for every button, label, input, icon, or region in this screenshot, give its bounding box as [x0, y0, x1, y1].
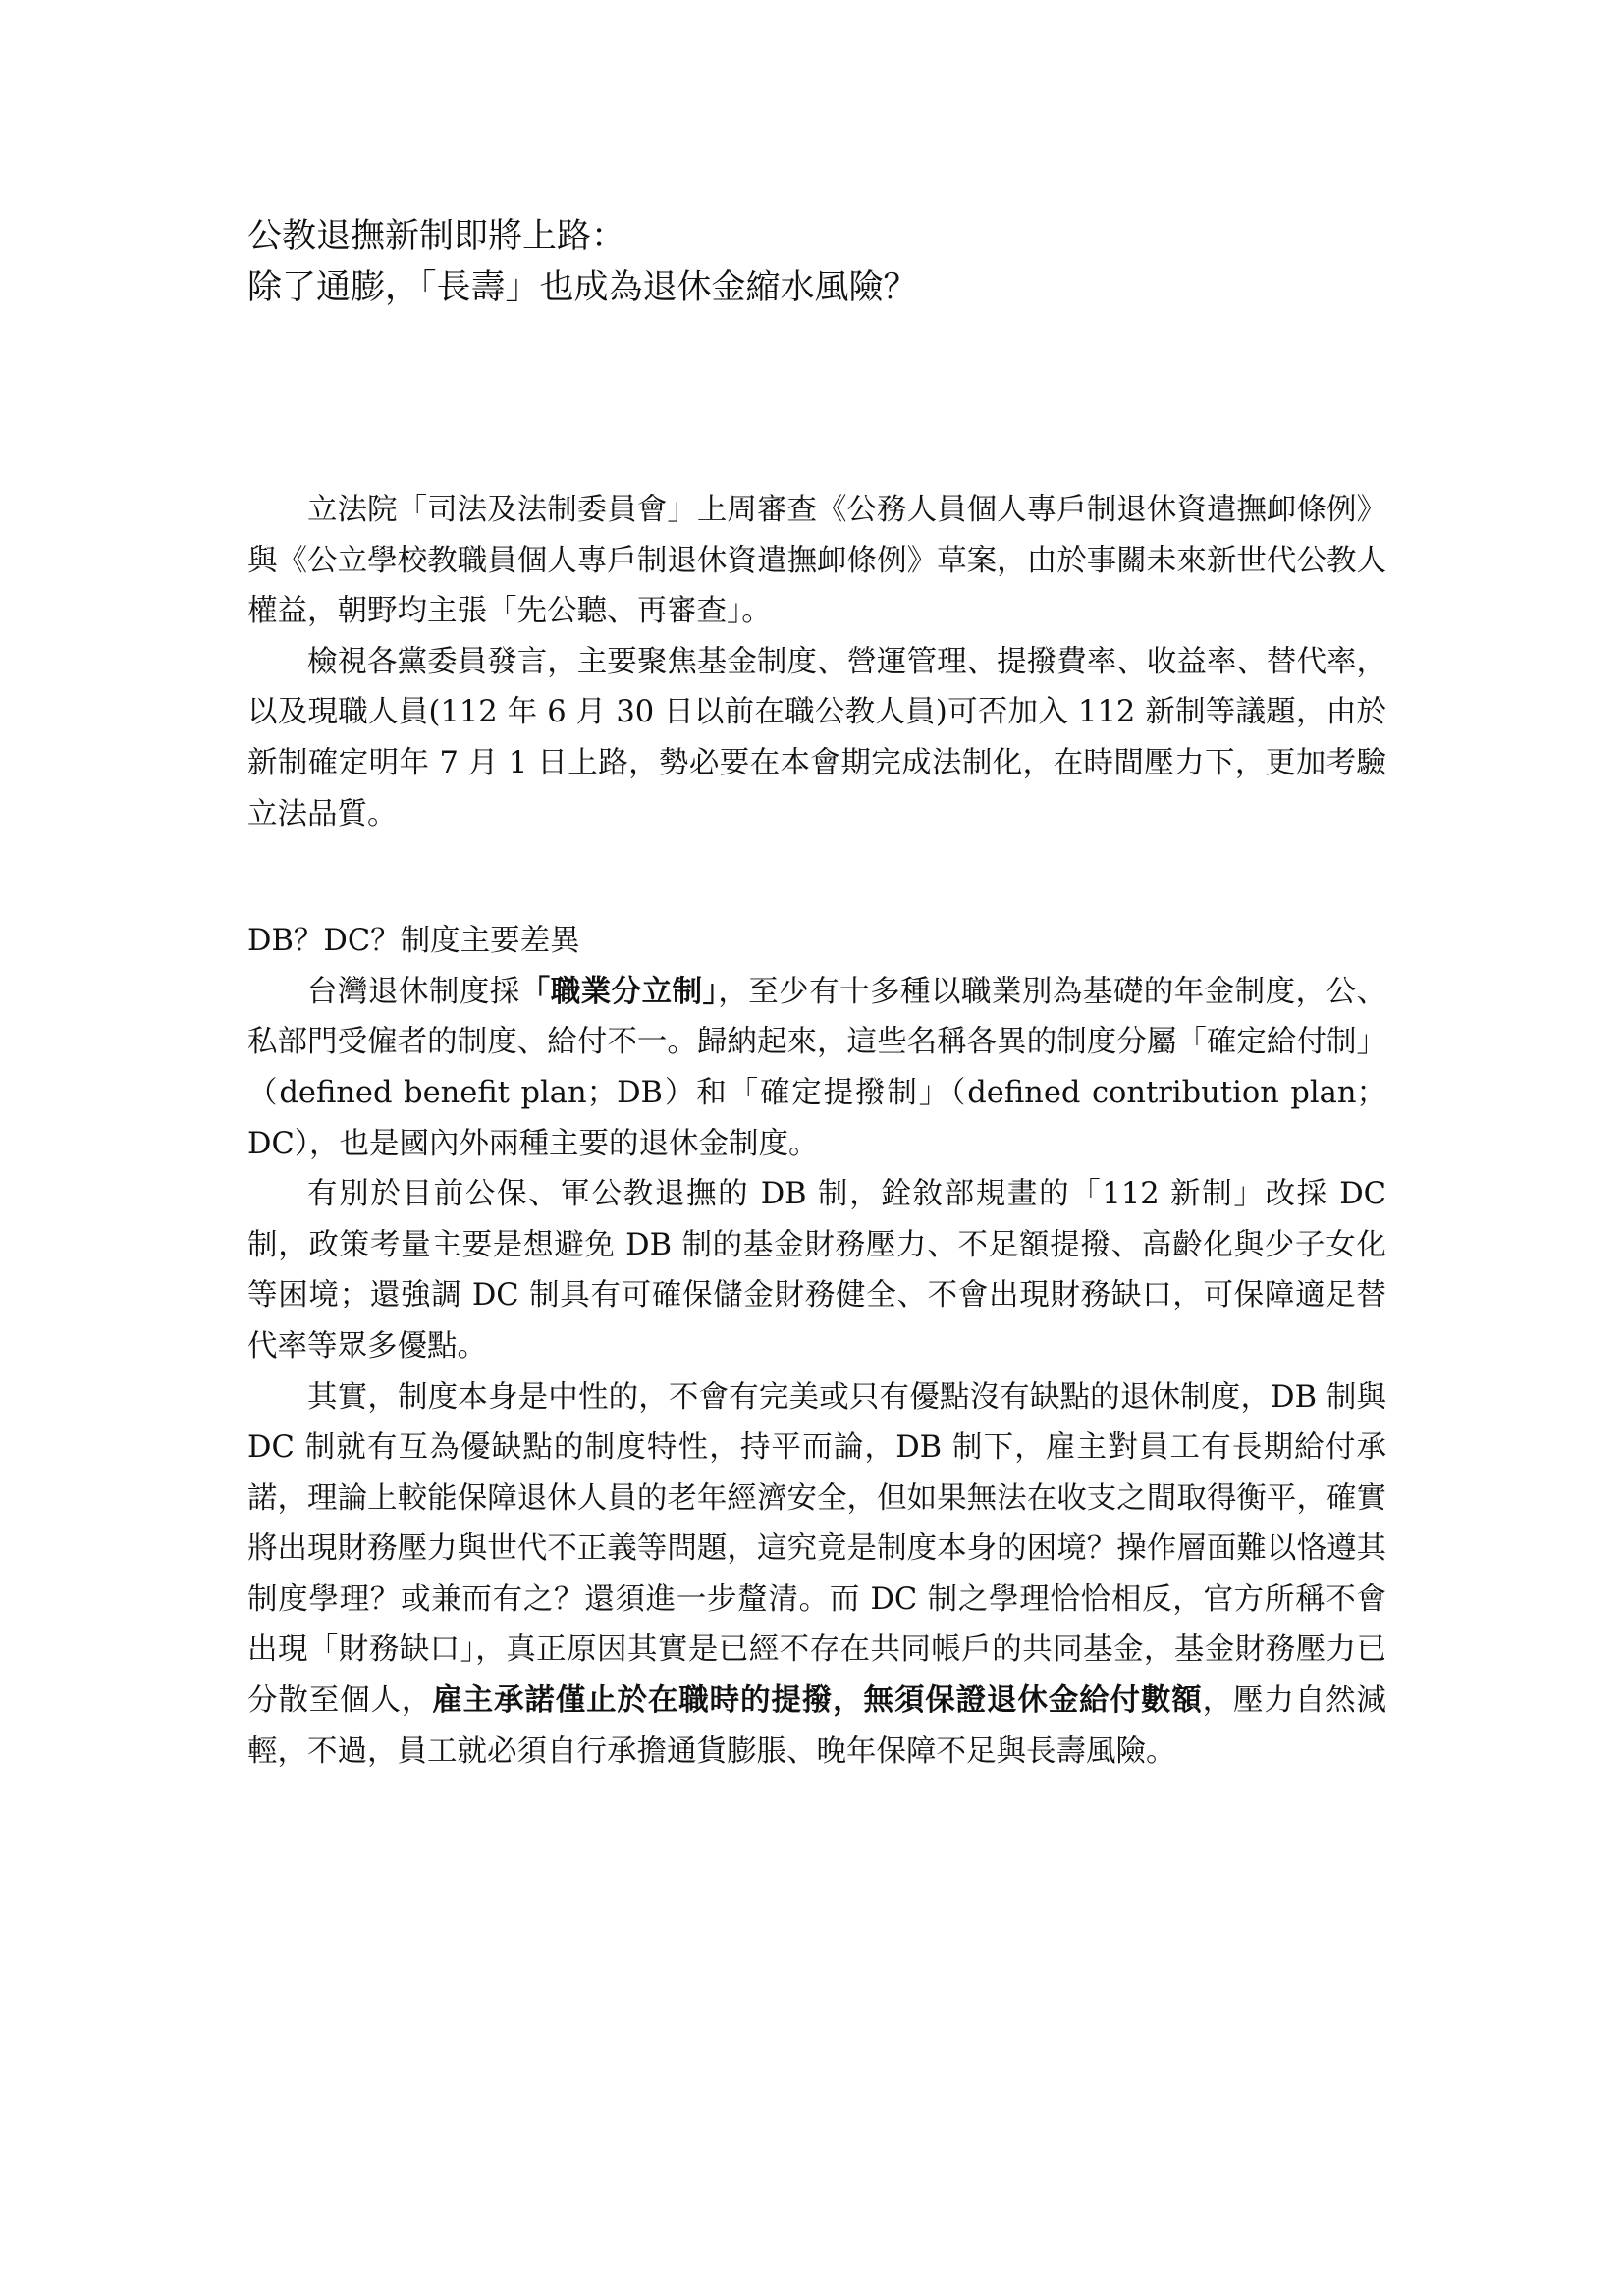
article-title: [247, 211, 1386, 313]
paragraph-5: [247, 1372, 1386, 1778]
section-heading: DB？DC？制度主要差異: [247, 924, 580, 959]
title-line-2: 除了通膨，「長壽」也成為退休金縮水風險？: [247, 268, 918, 307]
paragraph-3: [247, 967, 1386, 1169]
paragraph-5-text-a: 其實，制度本身是中性的，不會有完美或只有優點沒有缺點的退休制度，DB 制與 DC 制就有互為優缺點的制度特性，持平而論，DB 制下，雇主對員工有長期給付承諾，理論上較能保障退休人員的老年經濟安全，但如果無法在收支之間取得衡平，確實將出現財務壓力與世代不正義等問題，這究竟是制度本身的困境？操作層面難以恪遵其制度學理？或兼而有之？還須進一步釐清。而 DC 制之學理恰恰相反，官方所稱不會出現「財務缺口」，真正原因其實是已經不存在共同帳戶的共同基金，基金財務壓力已分散至個人，: [247, 1379, 1386, 1719]
paragraph-4: 有別於目前公保、軍公教退撫的 DB 制，銓敘部規畫的「112 新制」改採 DC 制，政策考量主要是想避免 DB 制的基金財務壓力、不足額提撥、高齡化與少子女化等困境；還強調 DC 制具有可確保儲金財務健全、不會出現財務缺口，可保障適足替代率等眾多優點。: [247, 1177, 1386, 1363]
paragraph-2: 檢視各黨委員發言，主要聚焦基金制度、營運管理、提撥費率、收益率、替代率，以及現職人員(112 年 6 月 30 日以前在職公教人員)可否加入 112 新制等議題，由於新制確定明年 7 月 1 日上路，勢必要在本會期完成法制化，在時間壓力下，更加考驗立法品質。: [247, 644, 1386, 831]
document-page: [247, 211, 1386, 1777]
paragraph-5-text-b: ，壓力自然減輕，不過，員工就必須自行承擔通貨膨脹、晚年保障不足與長壽風險。: [247, 1683, 1386, 1769]
paragraph-3-text-a: 台灣退休制度採: [307, 974, 520, 1009]
paragraph-3-text-b: ，至少有十多種以職業別為基礎的年金制度，公、私部門受僱者的制度、給付不一。歸納起來，這些名稱各異的制度分屬「確定給付制」（defined benefit plan；DB）和「確定提撥制」（defined contribution plan；DC），也是國內外兩種主要的退休金制度。: [247, 974, 1386, 1161]
paragraph-5-emphasis: 雇主承諾僅止於在職時的提撥，無須保證退休金給付數額: [432, 1682, 1203, 1719]
paragraph-1: 立法院「司法及法制委員會」上周審查《公務人員個人專戶制退休資遣撫卹條例》與《公立學校教職員個人專戶制退休資遣撫卹條例》草案，由於事關未來新世代公教人權益，朝野均主張「先公聽、再審查」。: [247, 493, 1386, 629]
paragraph-3-emphasis: 「職業分立制」: [519, 973, 719, 1009]
title-line-1: 公教退撫新制即將上路：: [247, 217, 626, 256]
